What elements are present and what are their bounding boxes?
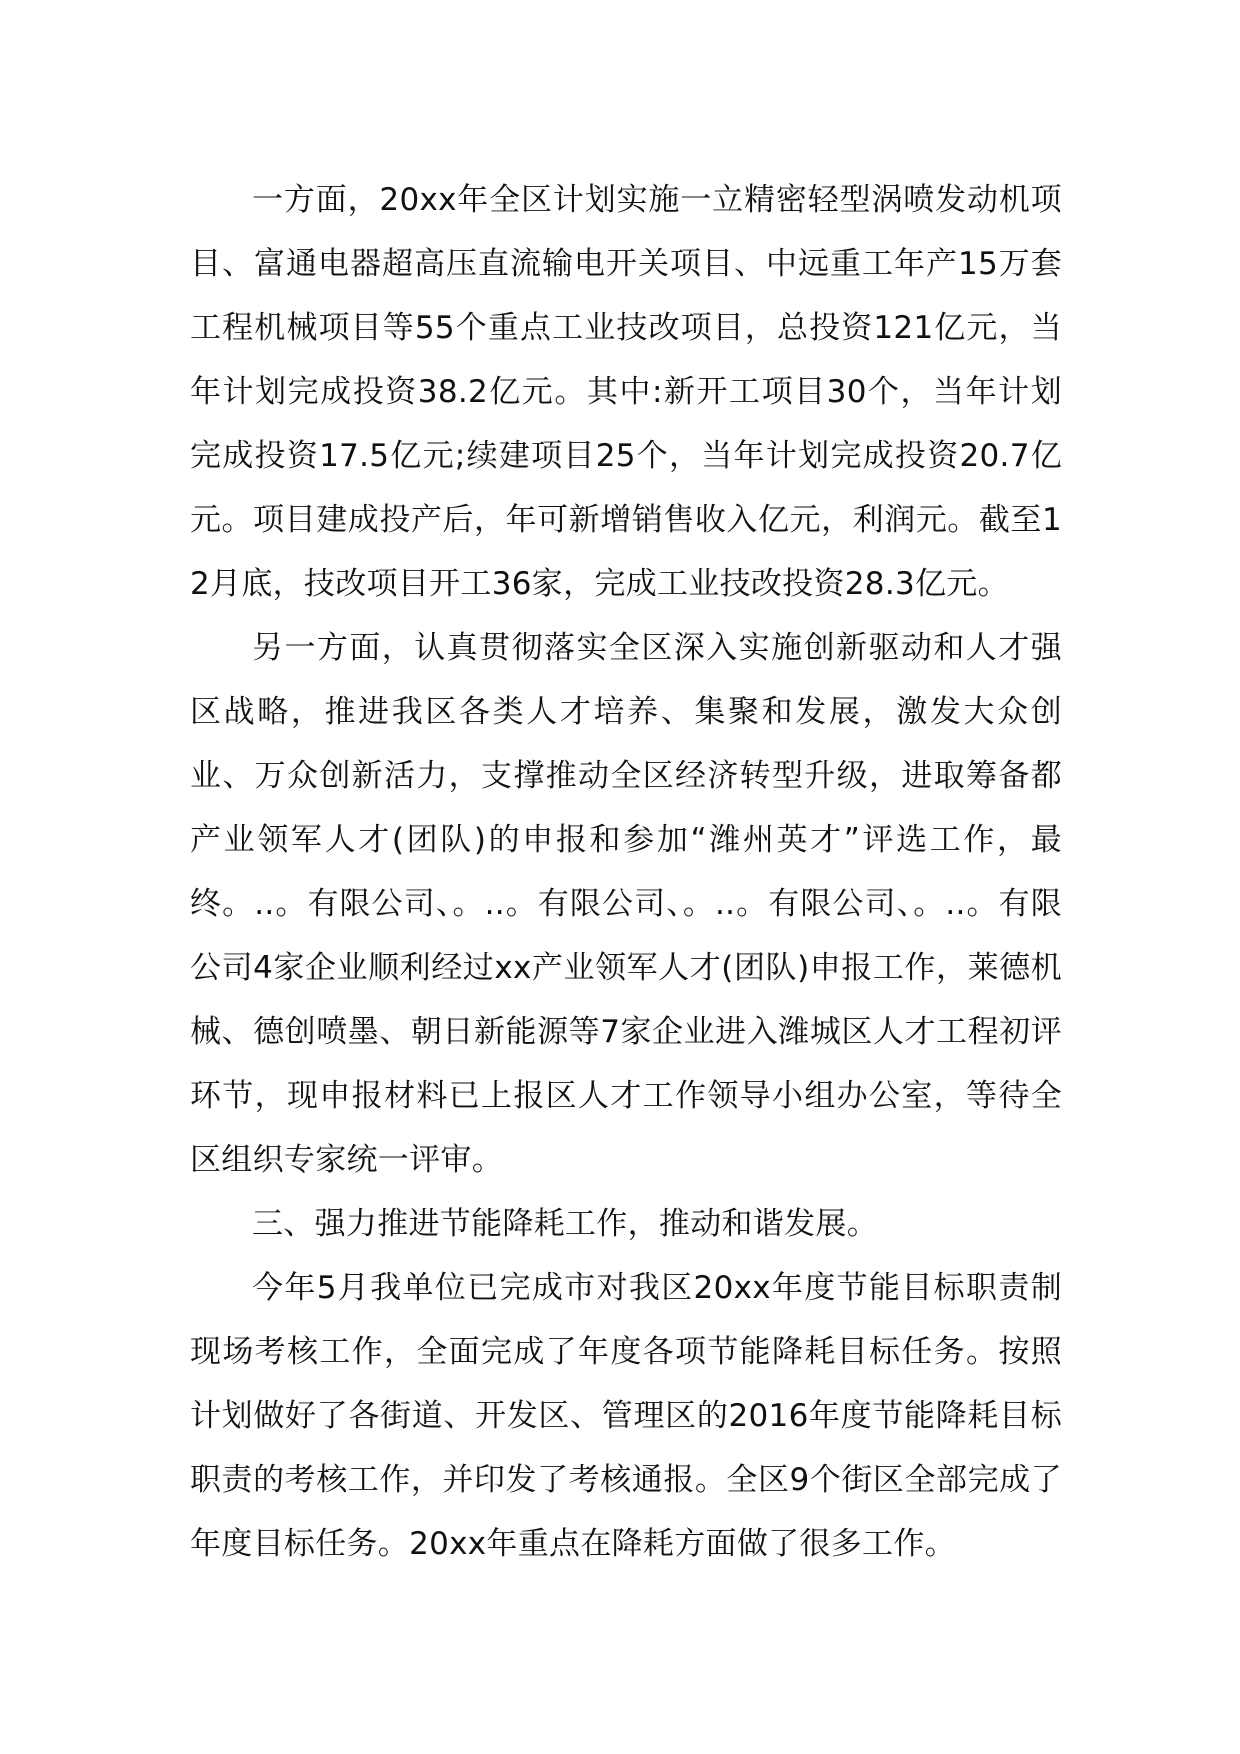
paragraph-energy-assessment: 今年5月我单位已完成市对我区20xx年度节能目标职责制现场考核工作，全面完成了年度各项节能降耗目标任务。按照计划做好了各街道、开发区、管理区的2016年度节能降耗目标职责的考核工作，并印发了考核通报。全区9个街区全部完成了年度目标任务。20xx年重点在降耗方面做了很多工作。 (190, 1270, 1062, 1562)
paragraph-project-investment: 一方面，20xx年全区计划实施一立精密轻型涡喷发动机项目、富通电器超高压直流输电开关项目、中远重工年产15万套工程机械项目等55个重点工业技改项目，总投资121亿元，当年计划完成投资38.2亿元。其中:新开工项目30个，当年计划完成投资17.5亿元;续建项目25个，当年计划完成投资20.7亿元。项目建成投产后，年可新增销售收入亿元，利润元。截至12月底，技改项目开工36家，完成工业技改投资28.3亿元。 (190, 182, 1062, 602)
document-body (190, 168, 1062, 1576)
paragraph-talent-strategy: 另一方面，认真贯彻落实全区深入实施创新驱动和人才强区战略，推进我区各类人才培养、集聚和发展，激发大众创业、万众创新活力，支撑推动全区经济转型升级，进取筹备都产业领军人才(团队)的申报和参加“潍州英才”评选工作，最终。..。有限公司、。..。有限公司、。..。有限公司、。..。有限公司4家企业顺利经过xx产业领军人才(团队)申报工作，莱德机械、德创喷墨、朝日新能源等7家企业进入潍城区人才工程初评环节，现申报材料已上报区人才工作领导小组办公室，等待全区组织专家统一评审。 (190, 630, 1062, 1178)
section-heading-energy-saving: 三、强力推进节能降耗工作，推动和谐发展。 (252, 1206, 878, 1242)
